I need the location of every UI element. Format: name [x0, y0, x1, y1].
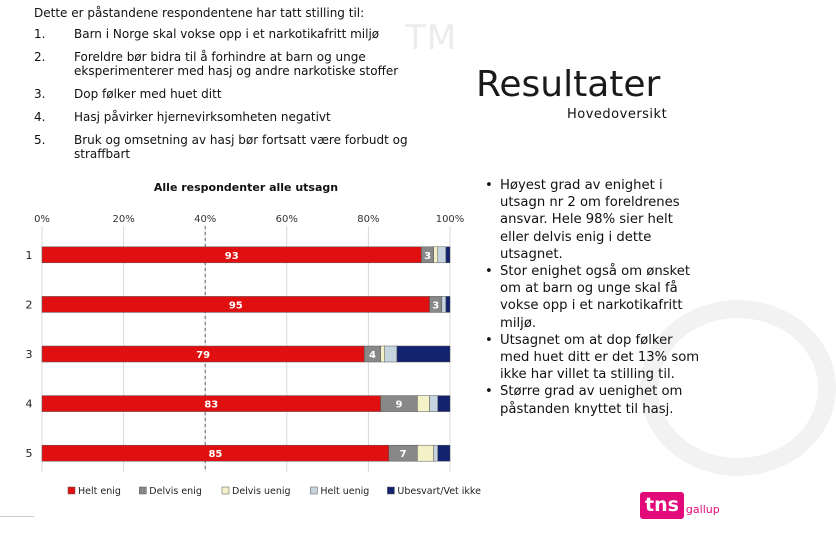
legend-swatch	[68, 487, 75, 494]
data-label: 7	[399, 449, 407, 461]
bar-segment	[381, 346, 385, 362]
statement-item	[34, 87, 414, 101]
page-subtitle: Hovedoversikt	[567, 107, 668, 122]
bar-segment	[430, 396, 438, 412]
data-label: 79	[196, 350, 211, 361]
bar-segment	[442, 296, 446, 312]
bar-segment	[417, 396, 429, 412]
data-label: 95	[228, 300, 243, 312]
statement-text: Hasj påvirker hjernevirksomheten negativt	[74, 110, 331, 124]
bar-segment	[446, 247, 450, 263]
x-tick-label: 20%	[112, 214, 135, 225]
stacked-bar-chart	[22, 172, 481, 512]
statement-text: Dop følker med huet ditt	[74, 87, 222, 101]
legend-label: Delvis uenig	[232, 486, 291, 497]
legend-swatch	[139, 487, 146, 494]
category-label: 4	[25, 397, 33, 411]
chart-panel	[22, 172, 481, 512]
data-label: 93	[224, 250, 239, 262]
statement-number: 1.	[34, 27, 46, 41]
finding-item: • Utsagnet om at dop følker med huet ditt er det 13% som ikke har villet ta stilling til.	[485, 332, 700, 384]
intro-text: Dette er påstandene respondentene har tatt stilling til:	[34, 6, 365, 20]
page-title: Resultater	[476, 64, 661, 105]
data-label: 4	[368, 350, 376, 361]
data-label: 3	[424, 250, 432, 262]
statement-text: Barn i Norge skal vokse opp i et narkotikafritt miljø	[74, 27, 380, 41]
bar-segment	[434, 445, 438, 461]
legend-swatch	[222, 487, 229, 494]
statement-item	[34, 50, 414, 78]
category-label: 3	[25, 348, 33, 361]
data-label: 85	[208, 449, 223, 461]
statement-number: 2.	[34, 50, 46, 64]
divider	[0, 516, 34, 517]
x-tick-label: 100%	[435, 214, 465, 225]
category-label: 2	[25, 298, 33, 312]
legend-label: Ubesvart/Vet ikke	[397, 486, 481, 497]
statement-text: Bruk og omsetning av hasj bør fortsatt være forbudt og straffbart	[74, 133, 408, 161]
logo-main: tns	[640, 492, 684, 519]
statement-number: 5.	[34, 133, 46, 147]
chart-title: Alle respondenter alle utsagn	[153, 181, 339, 194]
bar-segment	[434, 247, 438, 263]
data-label: 83	[204, 399, 219, 411]
logo-sub: gallup	[685, 503, 720, 516]
bar-segment	[438, 445, 450, 461]
legend-label: Delvis enig	[149, 486, 202, 497]
bar-segment	[385, 346, 397, 362]
finding-item: • Større grad av uenighet om påstanden knyttet til hasj.	[485, 383, 700, 417]
category-label: 1	[25, 248, 33, 262]
statement-text: Foreldre bør bidra til å forhindre at barn og unge eksperimenterer med hasj og andre narkotiske stoffer	[74, 50, 399, 78]
x-tick-label: 40%	[194, 214, 217, 225]
statement-item	[34, 133, 414, 161]
watermark: TM	[405, 18, 458, 58]
findings-list	[485, 177, 700, 418]
legend-swatch	[387, 487, 394, 494]
bar-segment	[438, 396, 450, 412]
bar-segment	[417, 445, 433, 461]
statement-number: 4.	[34, 110, 46, 124]
data-label: 3	[432, 300, 440, 312]
category-label: 5	[25, 447, 33, 461]
legend-label: Helt enig	[78, 486, 121, 497]
data-label: 9	[395, 399, 403, 411]
bar-segment	[438, 247, 446, 263]
statement-list	[34, 27, 414, 170]
x-tick-label: 60%	[275, 214, 298, 225]
bar-segment	[397, 346, 450, 362]
statement-item	[34, 110, 414, 124]
finding-item: • Stor enighet også om ønsket om at barn og unge skal få vokse opp i et narkotikafritt miljø.	[485, 263, 700, 332]
tns-gallup-logo	[640, 492, 720, 519]
legend-label: Helt uenig	[320, 486, 370, 497]
legend-swatch	[310, 487, 317, 494]
statement-number: 3.	[34, 87, 46, 101]
finding-item: • Høyest grad av enighet i utsagn nr 2 om foreldrenes ansvar. Hele 98% sier helt eller delvis enig i dette utsagnet.	[485, 177, 700, 263]
bar-segment	[446, 296, 450, 312]
x-tick-label: 0%	[34, 214, 50, 225]
x-tick-label: 80%	[357, 214, 380, 225]
statement-item	[34, 27, 414, 41]
